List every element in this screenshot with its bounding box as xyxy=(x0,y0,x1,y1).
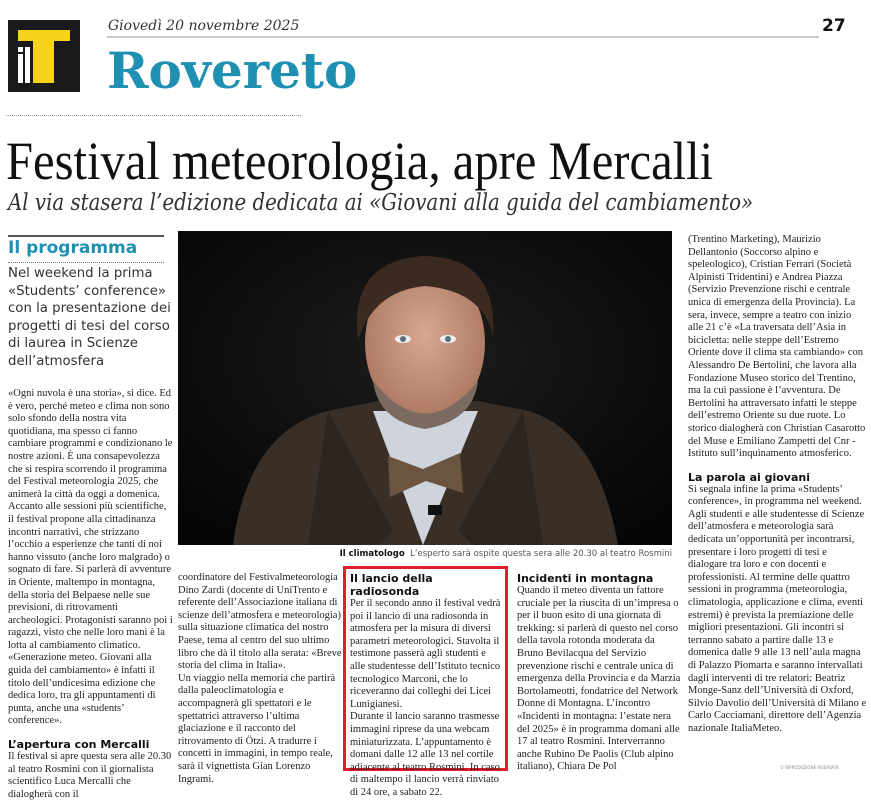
mountain-subheading: Incidenti in montagna xyxy=(517,572,654,585)
mountain-text: Quando il meteo diventa un fattore cruciale per la riuscita di un’impresa o per il buon esito di una giornata di trekking: si parlerà di questo nel corso della tavola rotonda moderata da Bruno Bevilacqua del Servizio prevenzione rischi e centrale unica di emergenza della Provincia e da Marzia Bortolameotti, fondatrice del Network Donne di Montagna. L’incontro «Incidenti in montagna: l’estate nera del 2025» è in programma domani alle 17 al teatro Rosmini. Interverranno anche Rubino De Paolis (Club alpino italiano), Chiara De Pol xyxy=(517,585,681,773)
column-1-text: «Ogni nuvola è una storia», si dice. Ed è vero, perché meteo e clima non sono solo sfondo della nostra vita quotidiana, ma spesso ci fanno cambiare programmi e condizionano le nostre azioni. È una consapevolezza che si respira scorrendo il programma del Festival meteorologia 2025, che animerà la città da oggi a domenica. Accanto alle sessioni più scientifiche, il festival propone alla cittadinanza incontri narrativi, che strizzano l’occhio a esperienze che tanti di noi hanno vissuto (anche loro malgrado) o sognato di fare. Si parlerà di avventure in Oriente, maltempo in montagna, della storia del Belpaese nelle sue previsioni, di ritrovamenti archeologici. Protagonisti saranno poi i ragazzi, visto che nelle loro mani è la lotta al cambiamento climatico. «Generazione meteo. Giovani alla guida del cambiamento» è infatti il titolo dell’undicesima edizione che dedica loro, tra gli appuntamenti di punta, anche una «students’ conference». xyxy=(8,388,173,727)
header-rule xyxy=(107,36,819,38)
logo-t-stem xyxy=(33,41,54,83)
column-2-text-2: Un viaggio nella memoria che partirà dalla paleoclimatologia e accompagnerà gli spettatori e le spettatrici attraverso l’ultima glaciazione e il racconto del ritrovamento di Ötzi. A tradurre i concetti in immagini, in tempo reale, sarà il vignettista Gian Lorenzo Ingrami. xyxy=(178,672,336,785)
photo-caption xyxy=(178,549,672,559)
subheadline: Al via stasera l’edizione dedicata ai «Giovani alla guida del cambiamento» xyxy=(8,190,754,216)
radiosonde-box xyxy=(343,566,508,798)
article-column-5 xyxy=(688,234,868,736)
article-column-1 xyxy=(8,388,174,801)
radiosonde-text-2: Durante il lancio saranno trasmesse immagini riprese da una webcam miniaturizzata. L’appuntamento è domani dalle 12 alle 13 nel cortile adiacente al teatro Rosmini. In caso di maltempo il lancio verrà rinviato di 24 ore, a sabato 22. xyxy=(350,711,500,798)
headline: Festival meteorologia, apre Mercalli xyxy=(6,131,714,191)
youth-text: Si segnala infine la prima «Students’ conference», in programma nel weekend. Agli studenti e alle studentesse di Scienze dell’atmosfera e meteorologia sarà dedicata un’opportunità per incontrarsi, presentare i loro progetti di tesi e dialogare tra loro e con docenti e professionisti. Al termine delle quattro sessioni in programma (meteorologia, climatologia, applicazione e clima, eventi estremi) è prevista la premiazione delle migliori presentazioni. Gli incontri si terranno sabato a partire dalle 13 e domenica dalle 9 alle 13 nell’aula magna di Palazzo Piomarta e saranno intervallati dagli interventi di tre relatori: Beatriz Monge-Sanz dell’Università di Oxford, Silvio Davolio dell’Università di Milano e Carlo Cacciamani, direttore dell’Agenzia nazionale ItaliaMeteo. xyxy=(688,483,867,734)
column-2-text: coordinatore del Festivalmeteorologia Dino Zardi (docente di UniTrento e referente dell’Associazione italiana di scienze dell’atmosfera e meteorologia) sulla situazione climatica del nostro Paese, tema al centro del suo ultimo libro che dà il titolo alla serata: «Breve storia del clima in Italia». xyxy=(178,572,342,672)
section-title: Rovereto xyxy=(107,41,358,100)
sidebar-intro: Nel weekend la prima «Students’ conference» con la presentazione dei progetti di tesi del corso di laurea in Scienze dell’atmosfera xyxy=(8,266,171,369)
dotted-divider xyxy=(6,115,301,116)
logo-i-dot xyxy=(18,47,23,52)
portrait-illustration xyxy=(178,231,672,545)
sidebar-dotted-rule xyxy=(8,262,164,263)
caption-text: L’esperto sarà ospite questa sera alle 20.30 al teatro Rosmini xyxy=(410,549,672,559)
article-column-2 xyxy=(178,572,343,786)
opening-subheading: L’apertura con Mercalli xyxy=(8,738,150,752)
copyright-notice: © RIPRODUZIONE RISERVATA xyxy=(780,765,839,770)
sidebar-rule xyxy=(8,235,164,237)
opening-text: Il festival si apre questa sera alle 20.30 al teatro Rosmini con il giornalista scientifico Luca Mercalli che dialogherà con il xyxy=(8,751,172,800)
radiosonde-subheading: Il lancio della radiosonda xyxy=(350,572,433,598)
logo-i xyxy=(18,54,23,83)
issue-date: Giovedì 20 novembre 2025 xyxy=(108,18,300,34)
newspaper-logo xyxy=(8,20,80,92)
logo-l xyxy=(25,47,30,83)
column-5-text: (Trentino Marketing), Maurizio Dellantonio (Soccorso alpino e speleologico), Cristian Ferrari (Società Alpinisti Tridentini) e Andrea Piazza (Servizio Prevenzione rischi e centrale unica di emergenza della Provincia). La sera, invece, sempre a teatro con inizio alle 21 c’è «La traversata dell’Asia in bicicletta: nelle steppe dell’Estremo Oriente dove il clima sta cambiando» con Alessandro De Bertolini, che lavora alla Fondazione Museo storico del Trentino, ma la cui passione è l’avventura. De Bertolini ha attraversato infatti le steppe dell’estremo Oriente su due ruote. Lo storico dialogherà con Christian Casarotto del Muse e Emiliano Zampetti del Cnr - Istituto sull’inquinamento atmosferico. xyxy=(688,234,866,460)
radiosonde-text: Per il secondo anno il festival vedrà poi il lancio di una radiosonda in atmosfera per la misura di diversi parametri meteorologici. Stavolta il testimone passerà agli studenti e alle studentesse dell’Istituto tecnico tecnologico Marconi, che lo riceveranno dai colleghi dei Licei Lunigianesi. xyxy=(350,598,501,710)
page-number: 27 xyxy=(822,16,846,36)
caption-title: Il climatologo xyxy=(339,549,405,559)
logo-t-bar xyxy=(18,30,70,41)
sidebar-title: Il programma xyxy=(8,238,138,258)
article-column-4 xyxy=(517,572,682,774)
youth-subheading: La parola ai giovani xyxy=(688,470,810,484)
article-photo xyxy=(178,231,672,545)
